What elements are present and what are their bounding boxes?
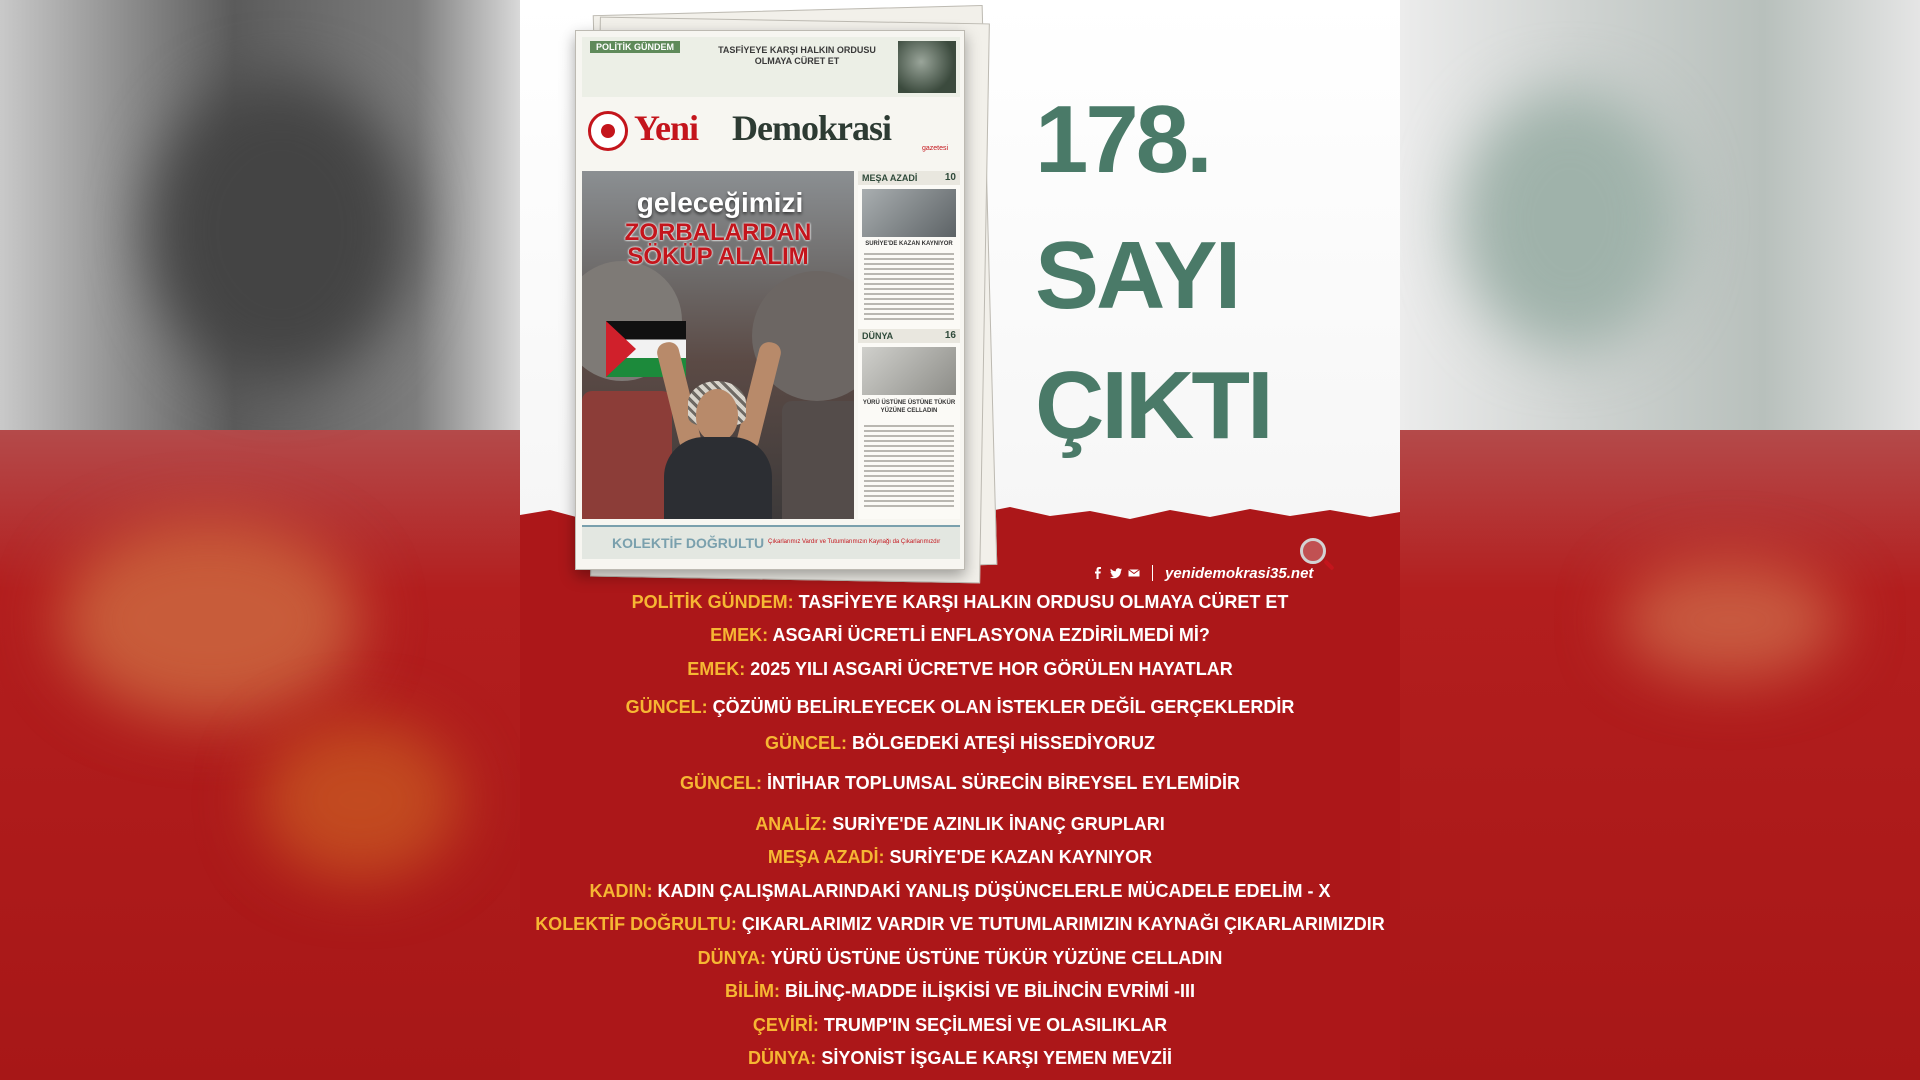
contents-title: ASGARİ ÜCRETLİ ENFLASYONA EZDİRİLMEDİ Mİ? (772, 625, 1210, 645)
contents-category: GÜNCEL: (679, 773, 762, 793)
contents-title: SURİYE'DE AZINLIK İNANÇ GRUPLARI (832, 814, 1165, 834)
side-column-photo-1 (862, 189, 956, 237)
contents-title: BİLİNÇ-MADDE İLİŞKİSİ VE BİLİNCİN EVRİMİ -III (784, 981, 1195, 1001)
newspaper-logo (588, 111, 628, 151)
side-column-tag-1 (858, 171, 960, 185)
contents-title: TASFİYEYE KARŞI HALKIN ORDUSU OLMAYA CÜRET ET (798, 592, 1289, 612)
contents-category: ÇEVİRİ: (752, 1015, 819, 1035)
newspaper-masthead (582, 105, 960, 165)
contents-item (520, 591, 1400, 613)
masthead-yeni: Yeni (634, 108, 699, 148)
footer-subtitle: Çıkarlarımız Vardır ve Tutumlarımızın Kaynağı da Çıkarlarımızdır (768, 539, 941, 545)
side-column-tag-1-label: MEŞA AZADİ (862, 173, 918, 183)
side-column-tag-2-page: 16 (944, 330, 956, 341)
contents-title: KADIN ÇALIŞMALARINDAKİ YANLIŞ DÜŞÜNCELERLE MÜCADELE EDELİM - X (657, 881, 1331, 901)
contents-category: KOLEKTİF DOĞRULTU: (535, 914, 737, 934)
contents-title: YÜRÜ ÜSTÜNE ÜSTÜNE TÜKÜR YÜZÜNE CELLADIN (770, 948, 1223, 968)
contents-title: BÖLGEDEKİ ATEŞİ HİSSEDİYORUZ (851, 733, 1156, 753)
contents-item (520, 732, 1400, 754)
newspaper-top-section (582, 37, 960, 97)
newspaper-side-column (858, 171, 960, 519)
contents-title: ÇÖZÜMÜ BELİRLEYECEK OLAN İSTEKLER DEĞİL GERÇEKLERDİR (712, 697, 1295, 717)
contents-title: İNTİHAR TOPLUMSAL SÜRECİN BİREYSEL EYLEMİDİR (766, 773, 1241, 793)
contents-item (520, 846, 1400, 868)
side-column-tag-2 (858, 329, 960, 343)
newspaper-top-photo (898, 41, 956, 93)
masthead-demokrasi: Demokrasi (732, 108, 891, 148)
contents-category: DÜNYA: (747, 1048, 817, 1068)
contents-category: ANALİZ: (755, 814, 828, 834)
contents-category: EMEK: (687, 659, 746, 679)
cover-photo (582, 171, 854, 519)
twitter-icon[interactable] (1110, 567, 1122, 579)
blurred-background-right (1400, 0, 1920, 1080)
social-separator (1152, 565, 1153, 581)
contents-item (520, 813, 1400, 835)
contents-title: TRUMP'IN SEÇİLMESİ VE OLASILIKLAR (823, 1015, 1168, 1035)
contents-title: ÇIKARLARIMIZ VARDIR VE TUTUMLARIMIZIN KAYNAĞI ÇIKARLARIMIZDIR (741, 914, 1385, 934)
contents-item (520, 947, 1400, 969)
contents-category: EMEK: (710, 625, 769, 645)
contents-category: POLİTİK GÜNDEM: (631, 592, 794, 612)
contents-title: SİYONİST İŞGALE KARŞI YEMEN MEVZİİ (821, 1048, 1173, 1068)
side-column-headline-2: YÜRÜ ÜSTÜNE ÜSTÜNE TÜKÜR YÜZÜNE CELLADIN (862, 400, 956, 414)
contents-item (520, 880, 1400, 902)
contents-item (520, 624, 1400, 646)
side-column-photo-2 (862, 347, 956, 395)
newspaper-front-page (575, 30, 965, 570)
contents-item (520, 696, 1400, 718)
side-column-tag-2-label: DÜNYA (862, 331, 894, 341)
cover-headline-line1: geleceğimizi (636, 187, 804, 218)
side-column-text-1 (864, 253, 954, 323)
contents-item (520, 980, 1400, 1002)
contents-title: 2025 YILI ASGARİ ÜCRETVE HOR GÖRÜLEN HAYATLAR (750, 659, 1233, 679)
contents-item (520, 1047, 1400, 1069)
issue-number: 178. (1035, 86, 1210, 193)
cover-headline-line2: ZORBALARDAN (624, 219, 812, 246)
social-bar (1092, 563, 1313, 583)
website-link[interactable]: yenidemokrasi35.net (1165, 564, 1314, 582)
newspaper-top-headline: TASFİYEYE KARŞI HALKIN ORDUSU OLMAYA CÜRET ET (718, 45, 876, 66)
headline-cikti: ÇIKTI (1035, 352, 1271, 459)
headline-sayi: SAYI (1035, 222, 1239, 329)
mail-icon[interactable] (1128, 567, 1140, 579)
poster (520, 0, 1400, 1080)
blurred-background-left (0, 0, 520, 1080)
facebook-icon[interactable] (1092, 567, 1104, 579)
contents-item (520, 772, 1400, 794)
contents-item (520, 1014, 1400, 1036)
contents-item (520, 913, 1400, 935)
contents-category: MEŞA AZADİ: (767, 847, 885, 867)
contents-category: KADIN: (589, 881, 653, 901)
contents-category: DÜNYA: (697, 948, 766, 968)
side-column-text-2 (864, 425, 954, 510)
contents-category: BİLİM: (724, 981, 780, 1001)
footer-title: KOLEKTİF DOĞRULTU (612, 535, 765, 551)
magnifier-icon (1300, 538, 1326, 564)
contents-title: SURİYE'DE KAZAN KAYNIYOR (889, 847, 1153, 867)
contents-item (520, 658, 1400, 680)
newspaper-footer (582, 525, 960, 559)
masthead-gazetesi: gazetesi (922, 145, 949, 152)
newspaper-top-tag: POLİTİK GÜNDEM (590, 41, 680, 53)
contents-category: GÜNCEL: (625, 697, 708, 717)
side-column-headline-1: SURİYE'DE KAZAN KAYNIYOR (865, 241, 953, 247)
side-column-tag-1-page: 10 (944, 172, 956, 183)
cover-headline-main (590, 221, 846, 269)
contents-category: GÜNCEL: (764, 733, 847, 753)
cover-headline-line3: SÖKÜP ALALIM (627, 243, 809, 270)
